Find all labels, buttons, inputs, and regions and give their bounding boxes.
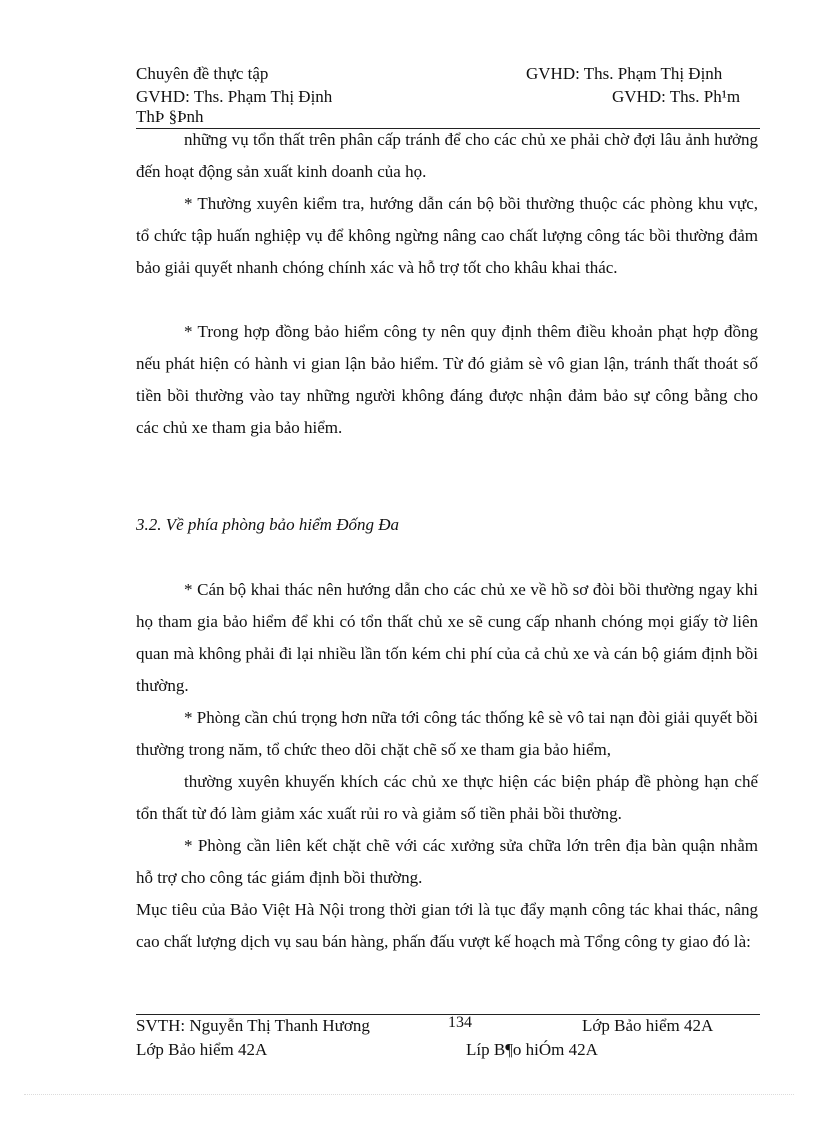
paragraph-7: * Phòng cần liên kết chặt chẽ với các xưởng sửa chữa lớn trên địa bàn quận nhằm hỗ trợ cho công tác giám định bồi thường. xyxy=(136,836,758,887)
paragraph-8: Mục tiêu của Bảo Việt Hà Nội trong thời gian tới là tục đẩy mạnh công tác khai thác, nâng cao chất lượng dịch vụ sau bán hàng, phấn đấu vượt kế hoạch mà Tổng công ty giao đó là: xyxy=(136,900,758,951)
page-number: 134 xyxy=(448,1014,472,1031)
footer-class-right: Lớp Bảo hiểm 42A xyxy=(582,1016,714,1035)
header-garbled-name: ThÞ §Þnh xyxy=(136,107,204,126)
paragraph-5: * Phòng cần chú trọng hơn nữa tới công tác thống kê sè vô tai nạn đòi giải quyết bồi thường trong năm, tổ chức theo dõi chặt chẽ số xe tham gia bảo hiểm, xyxy=(136,708,758,759)
paragraph-4: * Cán bộ khai thác nên hướng dẫn cho các chủ xe về hồ sơ đòi bồi thường ngay khi họ tham gia bảo hiểm để khi có tổn thất chủ xe sẽ cung cấp nhanh chóng mọi giấy tờ liên quan mà không phải đi lại nhiều lần tốn kém chi phí của cả chủ xe và cán bộ giám định bồi thường. xyxy=(136,580,758,695)
paragraph-3: * Trong hợp đồng bảo hiểm công ty nên quy định thêm điều khoản phạt hợp đồng nếu phát hiện có hành vi gian lận bảo hiểm. Từ đó giảm sè vô gian lận, tránh thất thoát số tiền bồi thường vào tay những người không đáng được nhận đảm bảo sự công bằng cho các chủ xe tham gia bảo hiểm. xyxy=(136,322,758,437)
section-heading: 3.2. Về phía phòng bảo hiểm Đống Đa xyxy=(136,515,400,534)
footer-author: SVTH: Nguyễn Thị Thanh Hương xyxy=(136,1016,370,1035)
footer-class-left: Lớp Bảo hiểm 42A xyxy=(136,1040,268,1059)
header-supervisor: GVHD: Ths. Phạm Thị Định xyxy=(526,64,723,83)
paragraph-6: thường xuyên khuyến khích các chủ xe thực hiện các biện pháp đề phòng hạn chế tổn thất từ đó làm giảm xác xuất rủi ro và giảm số tiền phải bồi thường. xyxy=(136,772,758,823)
footer-class-garbled: Líp B¶o hiÓm 42A xyxy=(466,1040,598,1059)
paragraph-1: những vụ tổn thất trên phân cấp tránh để cho các chủ xe phải chờ đợi lâu ảnh hưởng đến hoạt động sản xuất kinh doanh của họ. xyxy=(136,130,758,181)
header-supervisor-garbled: GVHD: Ths. Ph¹m xyxy=(612,87,741,106)
header-supervisor-repeat: GVHD: Ths. Phạm Thị Định xyxy=(136,87,333,106)
page-bottom-edge xyxy=(24,1094,794,1095)
header-title: Chuyên đề thực tập xyxy=(136,64,269,83)
paragraph-2: * Thường xuyên kiểm tra, hướng dẫn cán bộ bồi thường thuộc các phòng khu vực, tổ chức tập huấn nghiệp vụ để không ngừng nâng cao chất lượng công tác bồi thường đảm bảo giải quyết nhanh chóng chính xác và hỗ trợ tốt cho khâu khai thác. xyxy=(136,194,758,277)
